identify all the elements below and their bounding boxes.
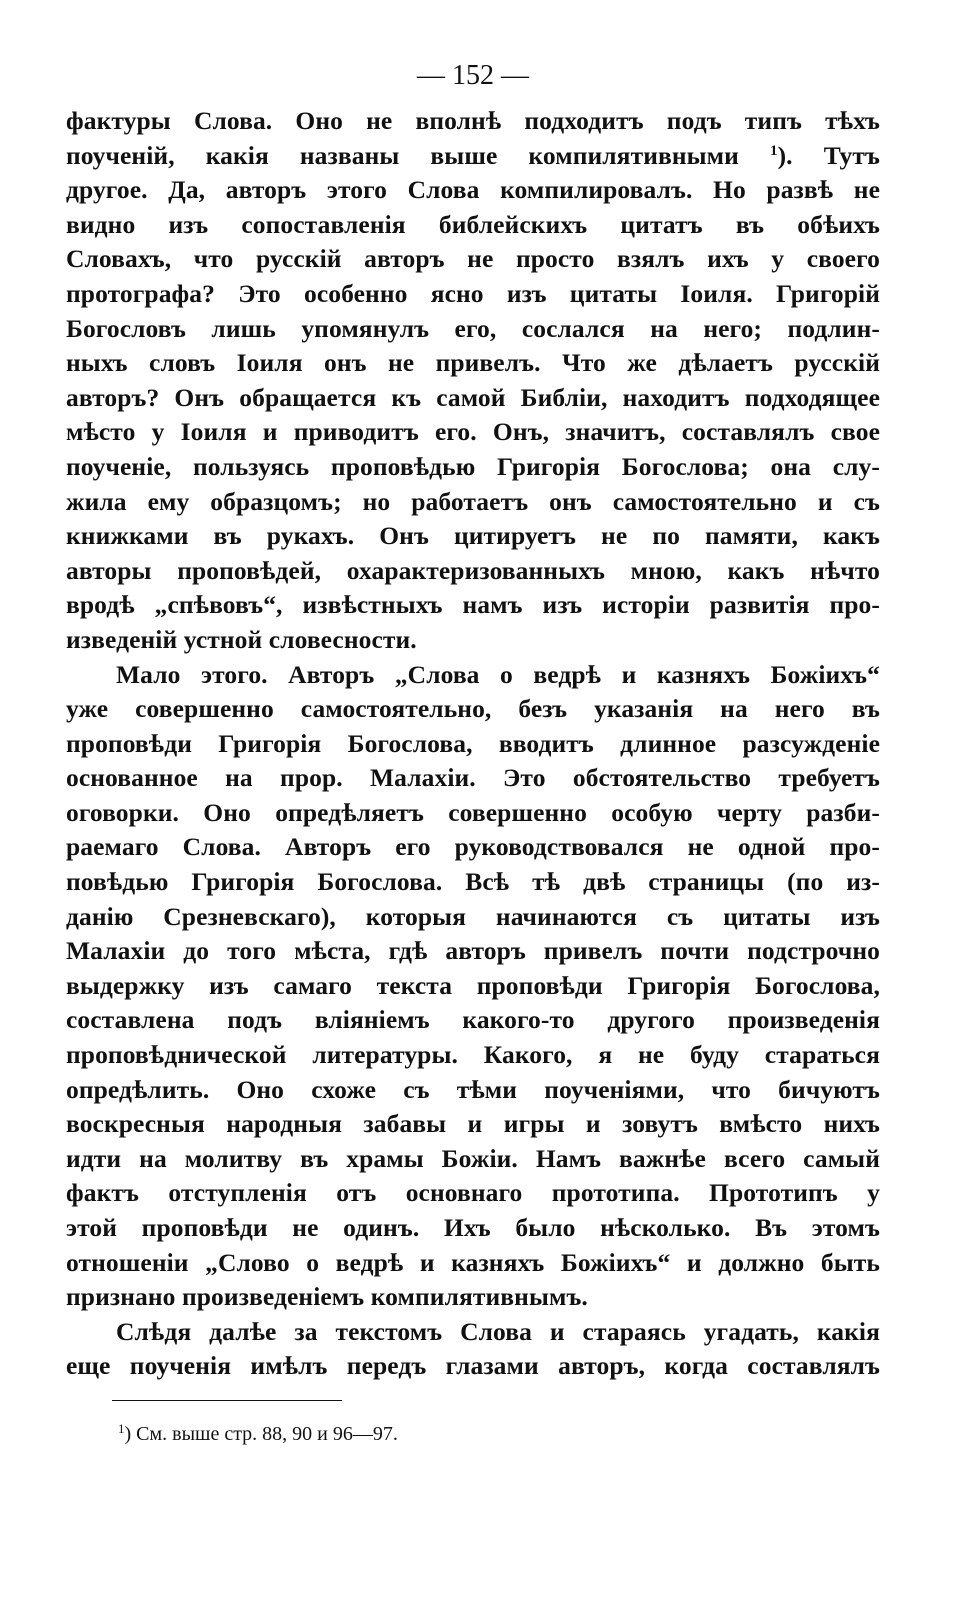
text-line: воскресныя народныя забавы и игры и зовутъ вмѣсто нихъ	[66, 1109, 880, 1139]
paragraph	[66, 1315, 880, 1384]
text-line: повѣдью Григорія Богослова. Всѣ тѣ двѣ страницы (по из-	[66, 867, 880, 897]
text-line: основанное на прор. Малахіи. Это обстоятельство требуетъ	[66, 763, 880, 793]
paragraph	[66, 104, 880, 658]
text-line: Словахъ, что русскій авторъ не просто взялъ ихъ у своего	[66, 244, 880, 274]
text-line: вродѣ „спѣвовъ“, извѣстныхъ намъ изъ исторіи развитія про-	[66, 590, 880, 620]
text-line: уже совершенно самостоятельно, безъ указанія на него въ	[66, 694, 880, 724]
text-line: книжками въ рукахъ. Онъ цитируетъ не по памяти, какъ	[66, 521, 880, 551]
page	[66, 56, 880, 1384]
text-line: видно изъ сопоставленія библейскихъ цитатъ въ обѣихъ	[66, 209, 880, 239]
text-line: проповѣднической литературы. Какого, я не буду стараться	[66, 1040, 880, 1070]
footnote-divider	[112, 1400, 342, 1401]
paragraph	[66, 658, 880, 1315]
text-line: Слѣдя далѣе за текстомъ Слова и стараясь угадать, какія	[116, 1316, 880, 1346]
text-line: опредѣлить. Оно схоже съ тѣми поученіями, что бичуютъ	[66, 1074, 880, 1104]
text-line: фактъ отступленія отъ основнаго прототипа. Прототипъ у	[66, 1178, 880, 1208]
text-line	[66, 139, 880, 174]
text-line: протографа? Это особенно ясно изъ цитаты Іоиля. Григорій	[66, 278, 880, 308]
text-line: составлена подъ вліяніемъ какого-то другого произведенія	[66, 1005, 880, 1035]
text-line: данію Срезневскаго), которыя начинаются съ цитаты изъ	[66, 901, 880, 931]
text-line: фактуры Слова. Оно не вполнѣ подходитъ подъ типъ тѣхъ	[66, 106, 880, 135]
text-line: изведеній устной словесности.	[66, 624, 417, 654]
text-line: жила ему образцомъ; но работаетъ онъ самостоятельно и съ	[66, 486, 880, 516]
text-line: Богословъ лишь упомянулъ его, сослался на него; подлин-	[66, 313, 880, 343]
text-line: ныхъ словъ Іоиля онъ не привелъ. Что же дѣлаетъ русскій	[66, 348, 880, 378]
footnote-marker: 1	[118, 1421, 125, 1436]
text-line: мѣсто у Іоиля и приводитъ его. Онъ, значитъ, составлялъ свое	[66, 417, 880, 447]
text-line: еще поученія имѣлъ передъ глазами авторъ, когда составлялъ	[66, 1351, 880, 1381]
footnote-marker: 1	[769, 142, 778, 159]
text-line: другое. Да, авторъ этого Слова компилировалъ. Но развѣ не	[66, 175, 880, 205]
text-segment: поученій, какія названы выше компилятивными	[66, 140, 739, 170]
text-line: идти на молитву въ храмы Божіи. Намъ важнѣе всего самый	[66, 1143, 880, 1173]
text-line: Малахіи до того мѣста, гдѣ авторъ привелъ почти подстрочно	[66, 936, 880, 966]
text-line: авторы проповѣдей, охарактеризованныхъ мною, какъ нѣчто	[66, 555, 880, 585]
text-line: раемаго Слова. Авторъ его руководствовался не одной про-	[66, 832, 880, 862]
text-line: этой проповѣди не одинъ. Ихъ было нѣсколько. Въ этомъ	[66, 1213, 880, 1242]
text-line: признано произведеніемъ компилятивнымъ.	[66, 1282, 588, 1312]
text-line: проповѣди Григорія Богослова, вводитъ длинное разсужденіе	[66, 728, 880, 758]
text-line: авторъ? Онъ обращается къ самой Библіи, находитъ подходящее	[66, 382, 880, 412]
text-line: отношеніи „Слово о ведрѣ и казняхъ Божіихъ“ и должно быть	[66, 1247, 880, 1277]
footnote	[118, 1420, 398, 1448]
footnote-text: ) См. выше стр. 88, 90 и 96—97.	[124, 1423, 398, 1445]
text-segment: ). Тутъ	[777, 140, 880, 170]
text-line: оговорки. Оно опредѣляетъ совершенно особую черту разби-	[66, 797, 880, 827]
text-line: поученіе, пользуясь проповѣдью Григорія Богослова; она слу-	[66, 451, 880, 481]
body-text	[66, 104, 880, 1384]
page-number: — 152 —	[417, 60, 529, 91]
text-line: выдержку изъ самаго текста проповѣди Григорія Богослова,	[66, 970, 880, 1000]
text-line: Мало этого. Авторъ „Слова о ведрѣ и казняхъ Божіихъ“	[116, 659, 880, 689]
